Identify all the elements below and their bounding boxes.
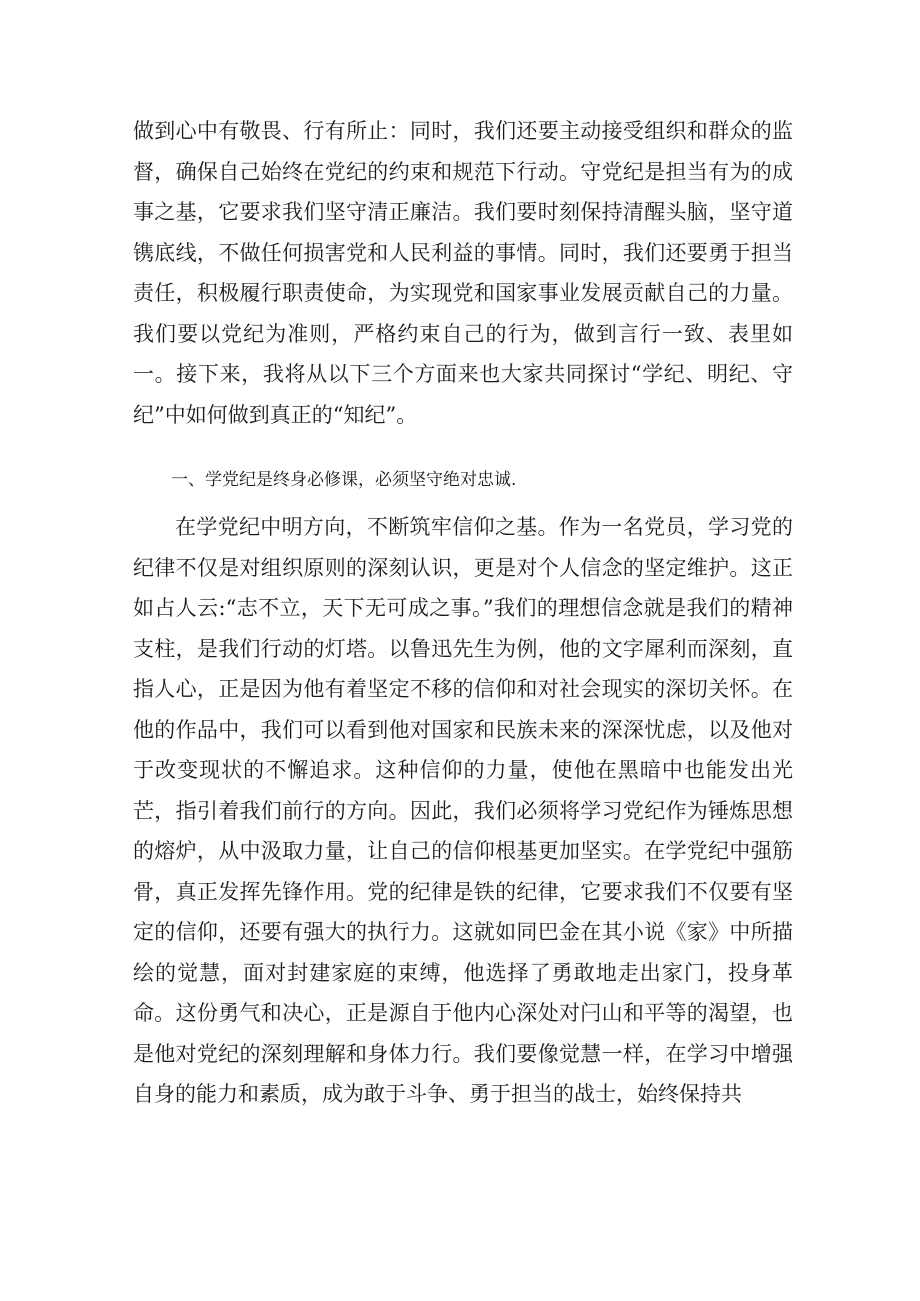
paragraph-intro: 做到心中有敬畏、行有所止：同时，我们还要主动接受组织和群众的监督，确保自己始终在党纪的约束和规范下行动。守党纪是担当有为的成事之基，它要求我们坚守清正廉洁。我们要时刻保持清醒头脑，坚守道镌底线，不做任何损害党和人民利益的事情。同时，我们还要勇于担当责任，积极履行职责使命，为实现党和国家事业发展贡献自己的力量。我们要以党纪为准则，严格约束自己的行为，做到言行一致、表里如一。接下来，我将从以下三个方面来也大家共同探讨“学纪、明纪、守纪”中如何做到真正的“知纪”。 [133,119,793,427]
paragraph-section-1: 在学党纪中明方向，不断筑牢信仰之基。作为一名党员，学习党的纪律不仅是对组织原则的深刻认识，更是对个人信念的坚定维护。这正如占人云:“志不立，天下无可成之事。”我们的理想信念就是我们的精神支柱，是我们行动的灯塔。以鲁迅先生为例，他的文字犀利而深刻，直指人心，正是因为他有着坚定不移的信仰和对社会现实的深切关怀。在他的作品中，我们可以看到他对国家和民族未来的深深忧虑，以及他对于改变现状的不懈追求。这种信仰的力量，使他在黑暗中也能发出光芒，指引着我们前行的方向。因此，我们必须将学习党纪作为锤炼思想的熔炉，从中汲取力量，让自己的信仰根基更加坚实。在学党纪中强筋骨，真正发挥先锋作用。党的纪律是铁的纪律，它要求我们不仅要有坚定的信仰，还要有强大的执行力。这就如同巴金在其小说《家》中所描绘的觉慧，面对封建家庭的束缚，他选择了勇敢地走出家门，投身革命。这份勇气和决心，正是源自于他内心深处对闩山和平等的渴望，也是他对党纪的深刻理解和身体力行。我们要像觉慧一样，在学习中增强自身的能力和素质，成为敢于斗争、勇于担当的战士，始终保持共 [133,515,793,1106]
section-heading: 一、学党纪是终身必修课，必须坚守绝对忠诚. [171,470,517,490]
